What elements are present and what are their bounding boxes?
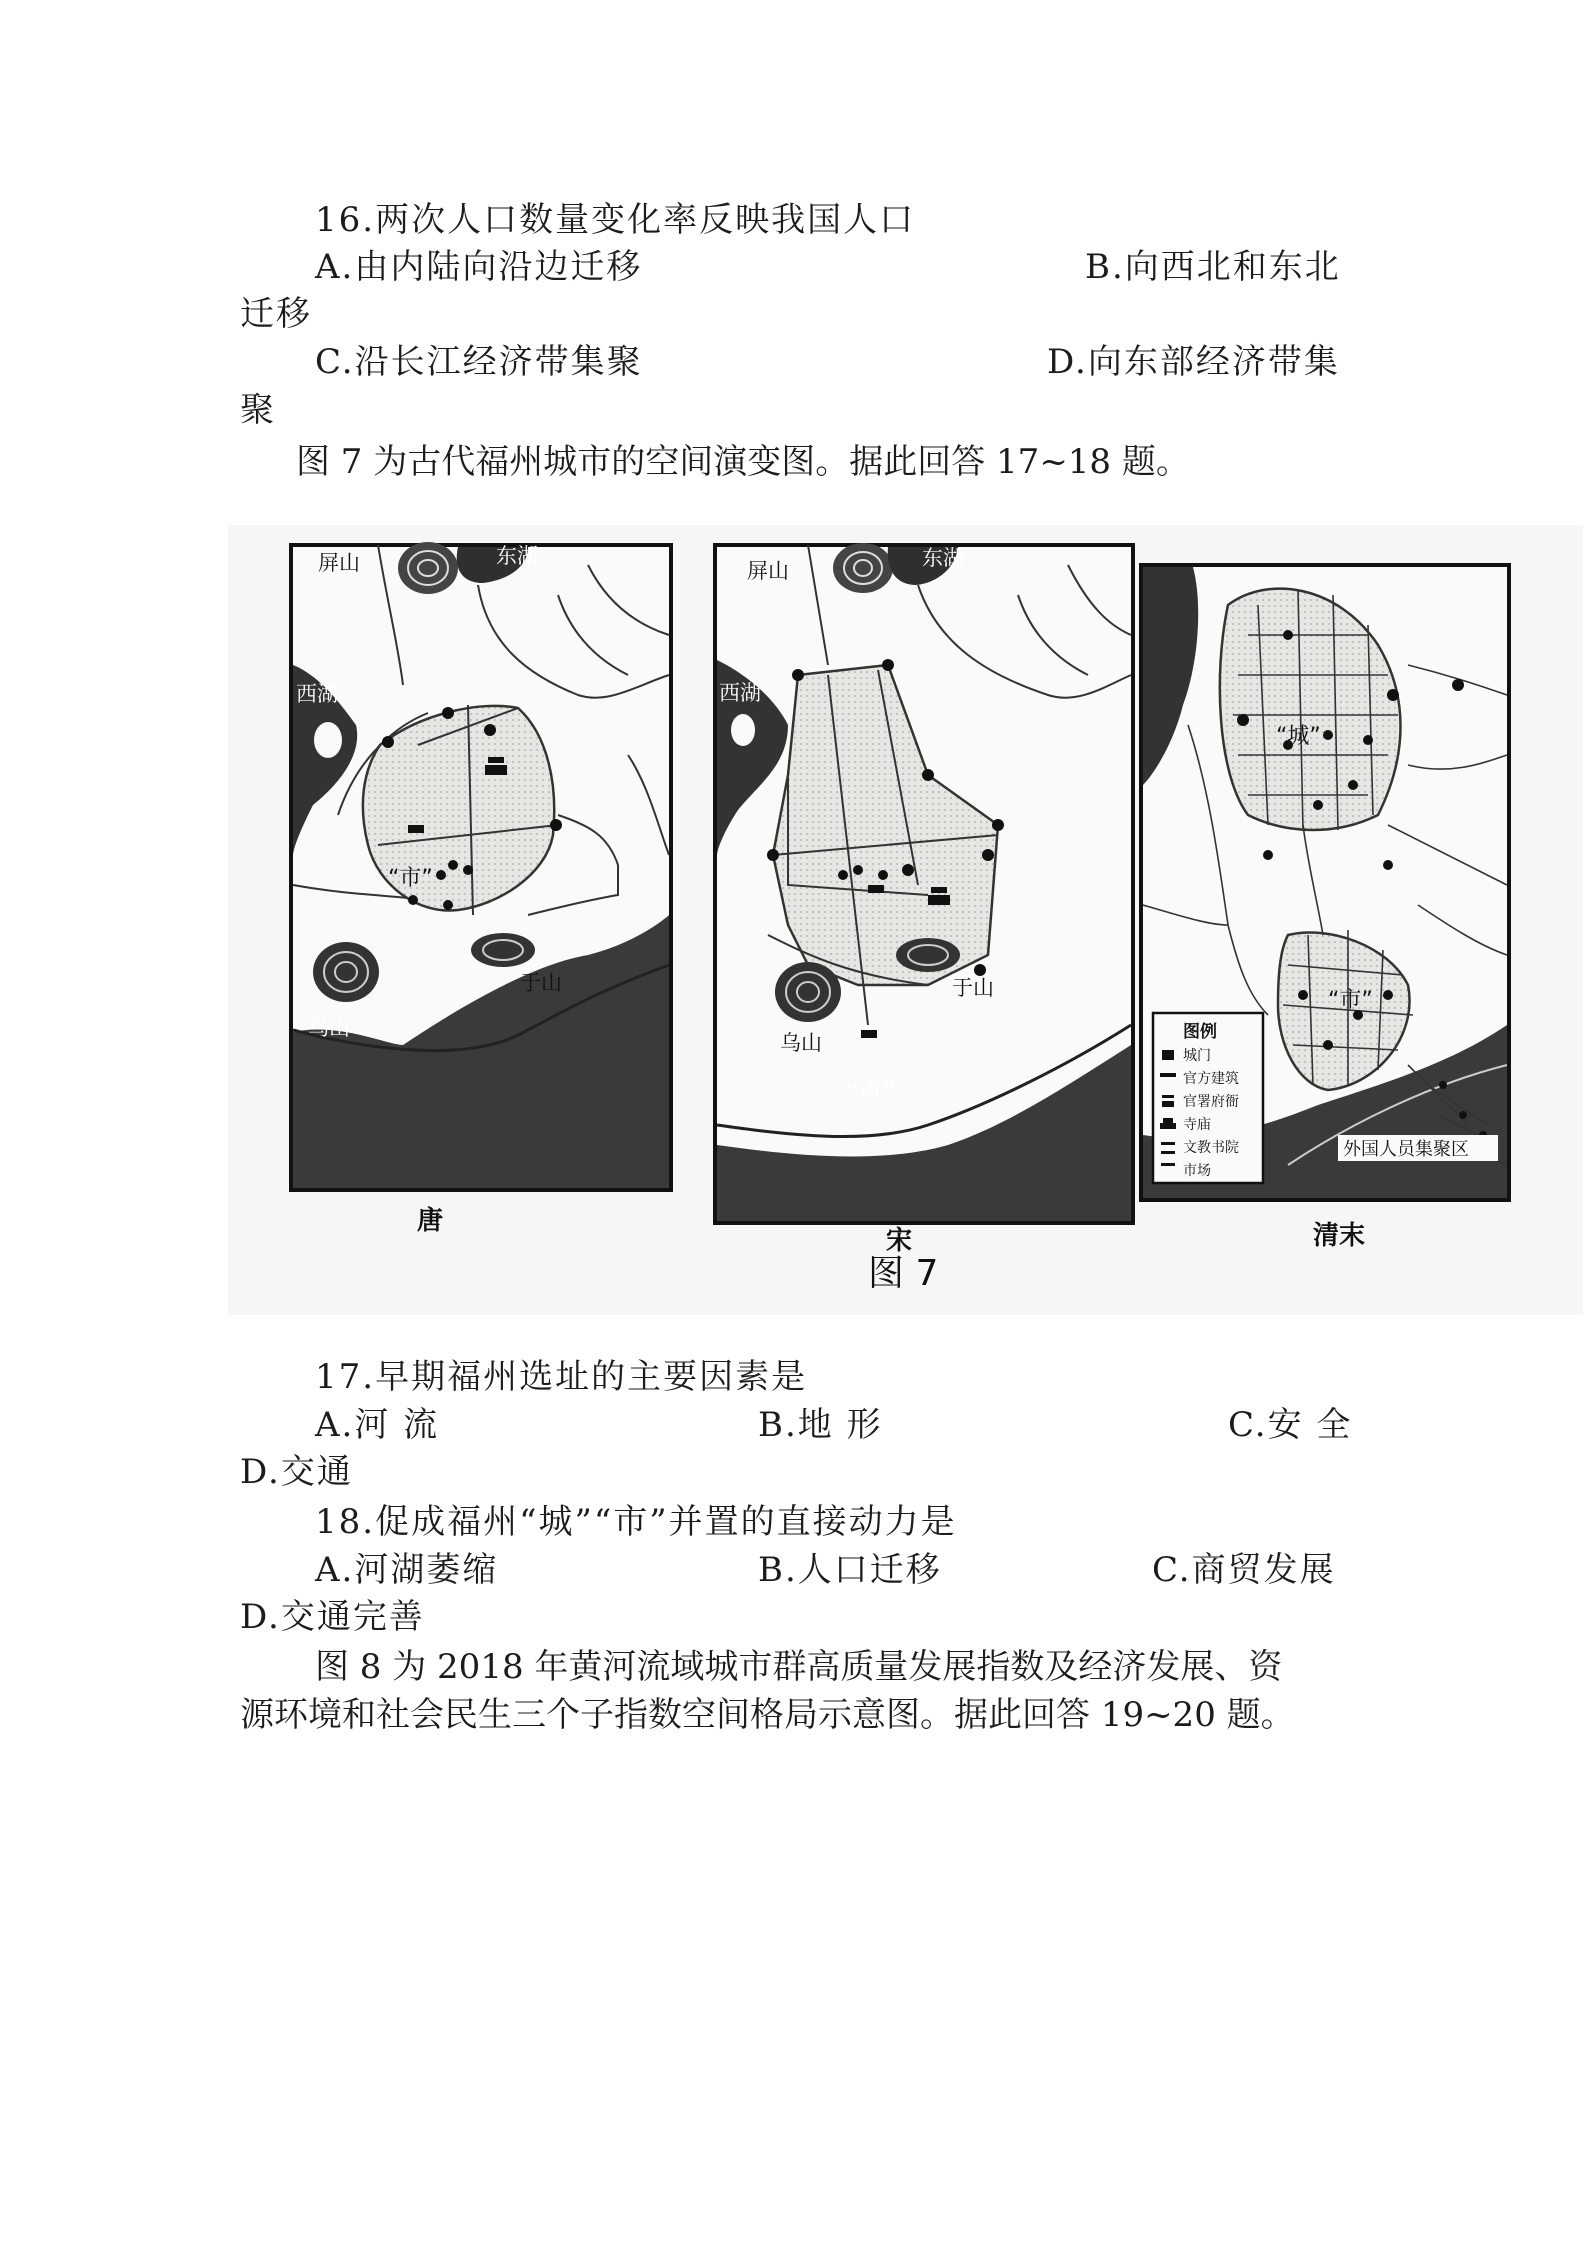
figure7-intro: 图 7 为古代福州城市的空间演变图。据此回答 17~18 题。	[296, 442, 1190, 482]
yushan-mountain	[471, 933, 535, 967]
map-panel-qingmo	[1141, 565, 1509, 1200]
q16-option-d-wrap: 聚	[240, 390, 276, 430]
tang-label-yushan: 于山	[520, 971, 562, 995]
song-label-wushan: 乌山	[780, 1031, 822, 1055]
legend-item-temple: 寺庙	[1183, 1117, 1211, 1133]
song-label-yushan: 于山	[952, 976, 994, 1000]
legend-item-office: 官署府衙	[1183, 1094, 1239, 1110]
tang-label-xihu: 西湖	[296, 682, 338, 706]
song-label-shi: “市”	[846, 1078, 895, 1106]
song-pingshan-mountain	[833, 543, 893, 593]
q18-option-b: B.人口迁移	[758, 1550, 942, 1590]
song-yushan-mountain	[896, 938, 960, 972]
q17-option-d: D.交通	[240, 1452, 353, 1492]
q18-option-d: D.交通完善	[240, 1597, 425, 1637]
q16-option-d: D.向东部经济带集	[1047, 342, 1340, 382]
figure7-legend	[1153, 1013, 1263, 1183]
q18-option-a: A.河湖萎缩	[315, 1550, 499, 1590]
map-panel-song	[715, 543, 1133, 1223]
figure8-intro-line1: 图 8 为 2018 年黄河流域城市群高质量发展指数及经济发展、资	[315, 1647, 1283, 1687]
tang-label-shi: “市”	[388, 866, 433, 891]
legend-item-official: 官方建筑	[1183, 1071, 1239, 1087]
q17-stem: 17.早期福州选址的主要因素是	[315, 1357, 808, 1397]
panel-label-song: 宋	[886, 1226, 913, 1256]
song-label-xihu: 西湖	[719, 681, 761, 705]
figure-7	[228, 525, 1583, 1315]
legend-item-gate: 城门	[1183, 1048, 1211, 1064]
q16-option-b-wrap: 迁移	[240, 294, 312, 334]
wushan-mountain	[313, 942, 379, 1002]
qingmo-label-foreign: 外国人员集聚区	[1343, 1139, 1469, 1160]
figure7-caption: 图 7	[868, 1253, 939, 1294]
qingmo-label-cheng: “城”	[1276, 724, 1321, 749]
qingmo-label-shi: “市”	[1328, 988, 1373, 1013]
legend-gate-icon	[1162, 1050, 1174, 1060]
legend-item-market: 市场	[1183, 1163, 1211, 1179]
q16-stem: 16.两次人口数量变化率反映我国人口	[315, 200, 916, 240]
song-label-pingshan: 屏山	[747, 559, 789, 583]
map-panel-tang	[291, 542, 671, 1190]
q18-stem: 18.促成福州“城”“市”并置的直接动力是	[315, 1502, 957, 1542]
legend-government-office-icon	[1162, 1095, 1174, 1107]
q16-option-c: C.沿长江经济带集聚	[315, 342, 643, 382]
legend-item-academy: 文教书院	[1183, 1140, 1239, 1156]
song-wushan-mountain	[775, 962, 841, 1022]
q16-option-b: B.向西北和东北	[1085, 247, 1341, 287]
q17-option-a: A.河 流	[315, 1405, 440, 1445]
pingshan-mountain	[398, 542, 458, 594]
figure8-intro-line2: 源环境和社会民生三个子指数空间格局示意图。据此回答 19~20 题。	[240, 1695, 1295, 1735]
song-label-donghu: 东湖	[922, 546, 964, 570]
tang-label-wushan: 乌山	[308, 1016, 350, 1040]
figure-7-maps	[228, 525, 1583, 1315]
panel-label-qingmo: 清末	[1313, 1221, 1366, 1251]
legend-title: 图例	[1183, 1022, 1217, 1042]
q16-option-a: A.由内陆向沿边迁移	[315, 247, 643, 287]
q17-option-b: B.地 形	[758, 1405, 883, 1445]
q18-option-c: C.商贸发展	[1152, 1550, 1336, 1590]
tang-label-pingshan: 屏山	[318, 551, 360, 575]
panel-label-tang: 唐	[417, 1206, 444, 1236]
q17-option-c: C.安 全	[1228, 1405, 1353, 1445]
tang-label-donghu: 东湖	[496, 544, 538, 568]
